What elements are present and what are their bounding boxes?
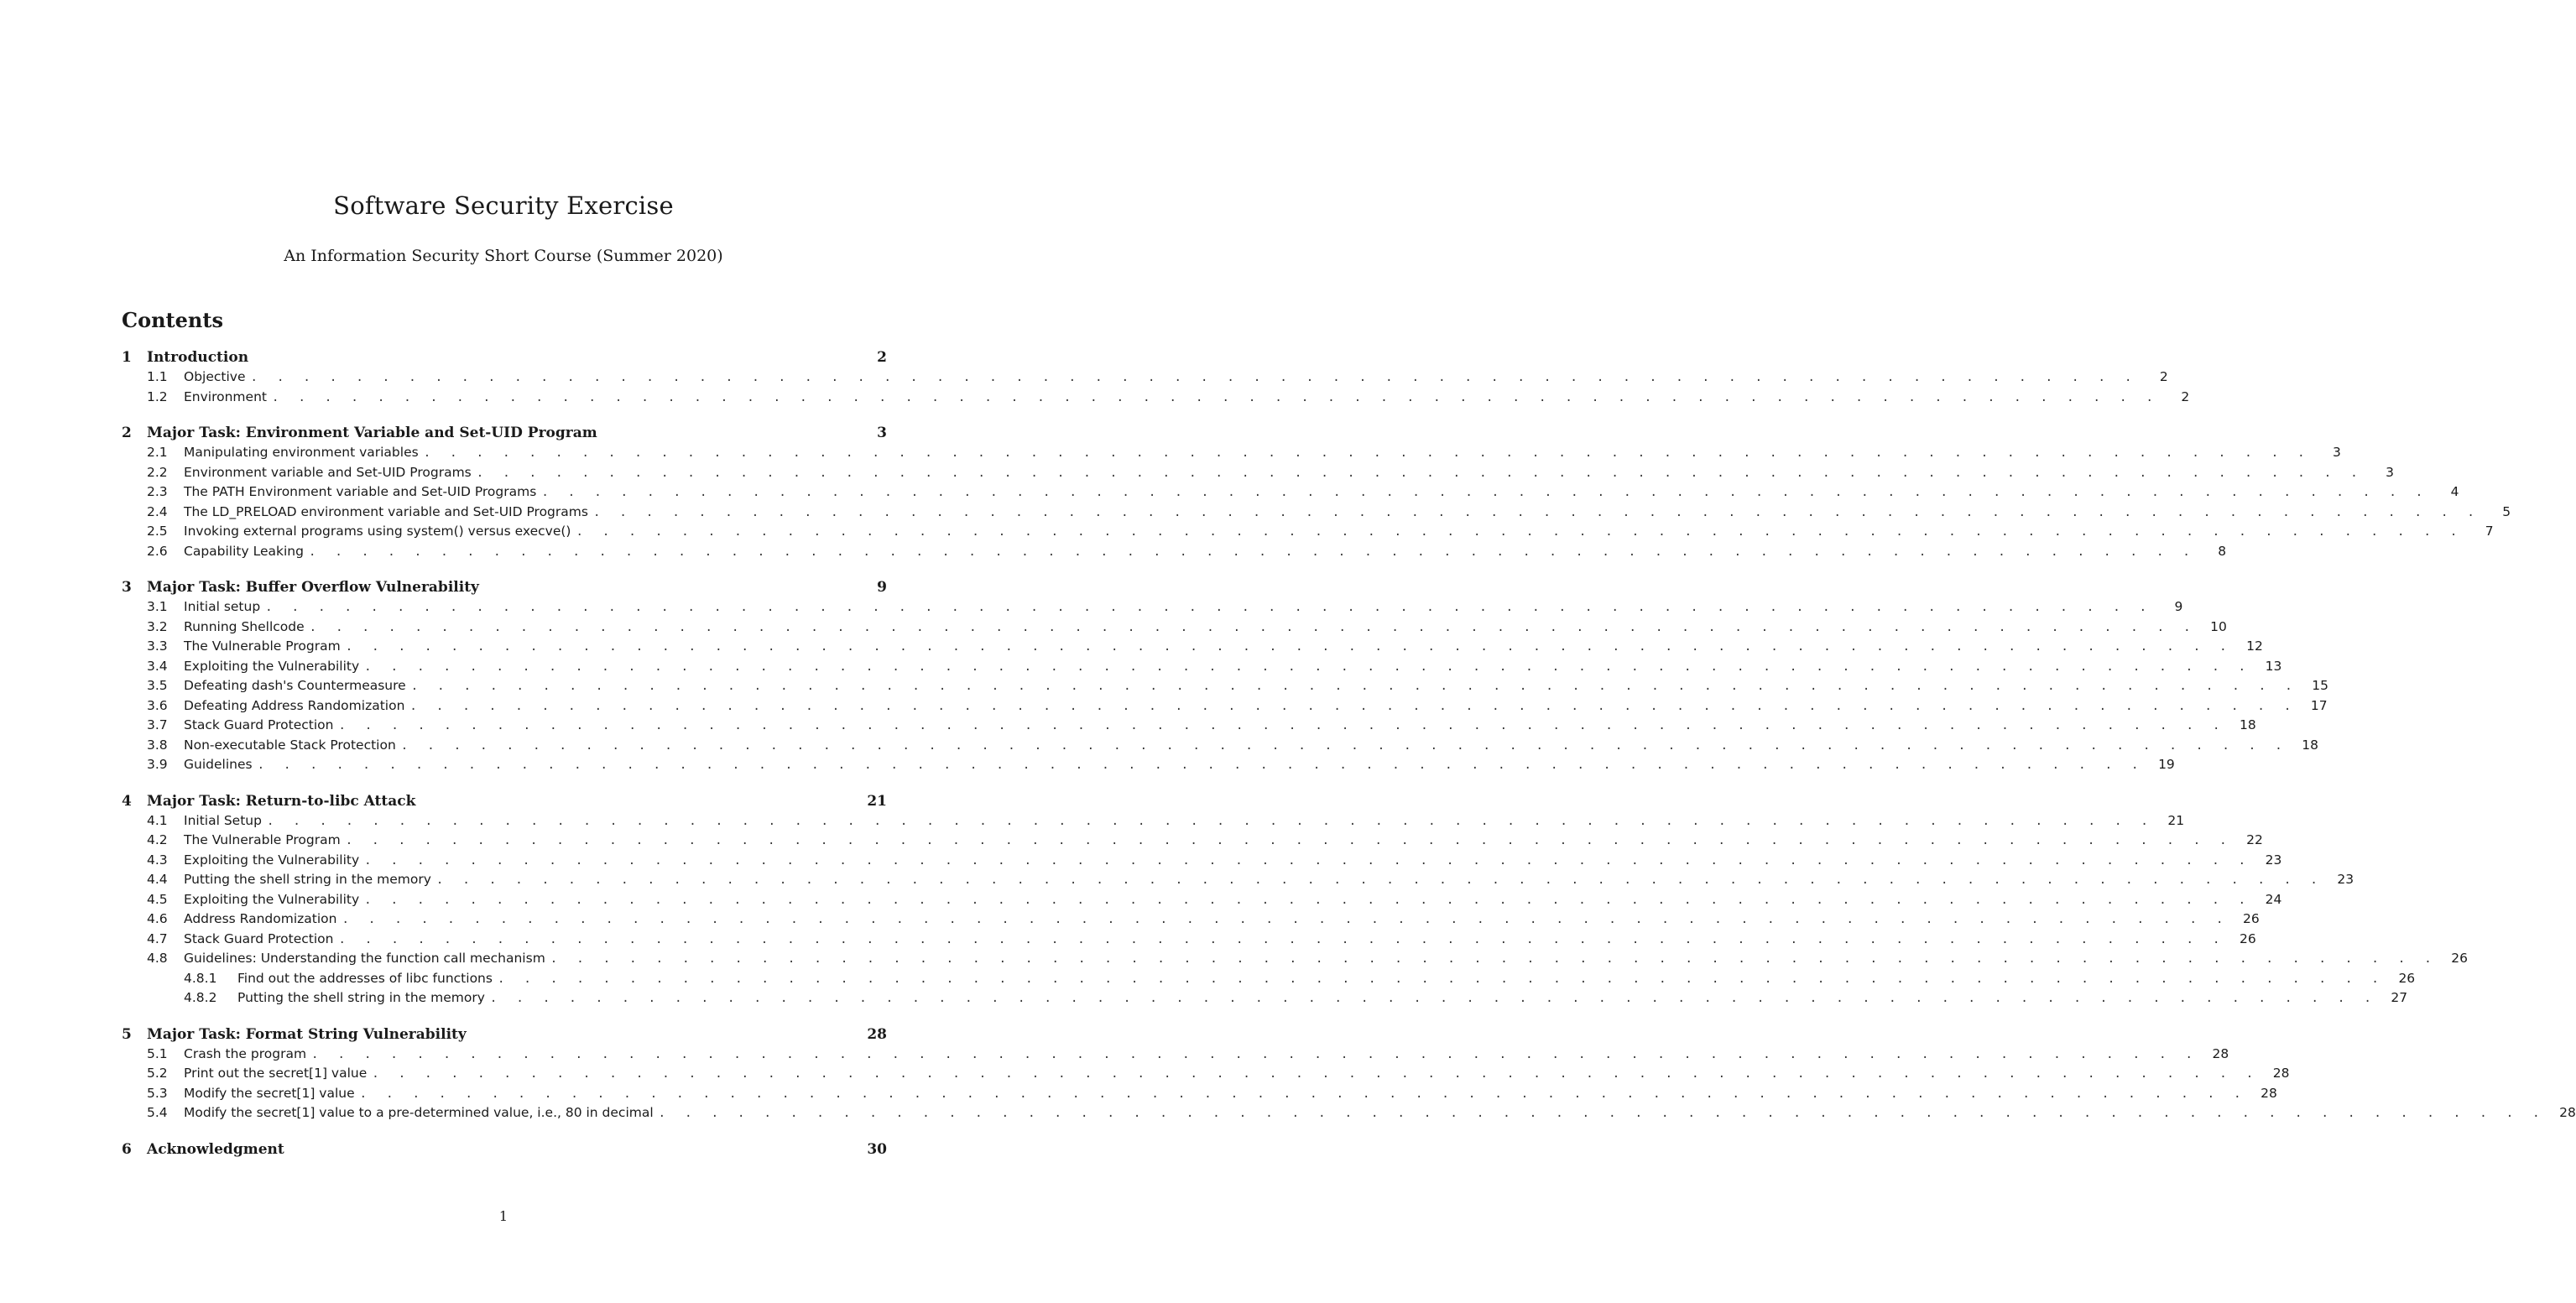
toc-entry-number: 5.2 — [147, 1066, 168, 1081]
toc-entry-subsection[interactable] — [122, 831, 2263, 851]
toc-page-number: 10 — [2210, 618, 2227, 634]
toc-entry-section[interactable] — [122, 1024, 887, 1045]
toc-page-number: 2 — [2181, 388, 2190, 404]
toc-dot-leader: . . . . . . . . . . . . . . . . . . . . . . . . . . . . . . . . . . . . . . . . . . . . . . . . . . . . . . . . . . . . . . . . . . . . . . . . — [541, 486, 2429, 499]
toc-page-number: 15 — [2312, 678, 2328, 693]
toc-entry-title: Environment — [184, 388, 267, 404]
toc-entry-subsection[interactable] — [122, 542, 2227, 562]
toc-dot-leader: . . . . . . . . . . . . . . . . . . . . . . . . . . . . . . . . . . . . . . . . . . . . . . . . . . . . . . . . . . . . . . . . . . . . . . . . — [476, 466, 2364, 480]
toc-dot-leader: . . . . . . . . . . . . . . . . . . . . . . . . . . . . . . . . . . . . . . . . . . . . . . . . . . . . . . . . . . . . . . . . . . . . . . . . — [271, 390, 2160, 404]
toc-entry-number: 4.5 — [147, 891, 168, 907]
toc-page-number: 18 — [2302, 737, 2318, 753]
toc-entry-title: Exploiting the Vulnerability — [184, 852, 360, 868]
toc-page-number: 23 — [2337, 872, 2354, 887]
toc-section-number: 5 — [122, 1025, 132, 1043]
toc-entry-number: 4.8 — [147, 951, 168, 966]
toc-entry-subsection[interactable] — [122, 736, 2318, 756]
toc-entry-subsection[interactable] — [122, 696, 2328, 717]
toc-entry-subsection[interactable] — [122, 851, 2282, 871]
toc-entry-subsection[interactable] — [122, 909, 2260, 930]
toc-entry-title: Defeating dash's Countermeasure — [184, 678, 406, 693]
toc-entry-number: 4.3 — [147, 852, 168, 868]
toc-entry-title: Objective — [184, 369, 246, 384]
toc-section-title: Major Task: Return-to-libc Attack — [147, 792, 416, 810]
toc-page-number: 8 — [2218, 543, 2227, 559]
toc-section-title: Major Task: Environment Variable and Set-UID Program — [147, 425, 597, 441]
toc-page-number: 3 — [2333, 445, 2341, 460]
toc-page-number: 26 — [2239, 930, 2256, 946]
toc-dot-leader: . . . . . . . . . . . . . . . . . . . . . . . . . . . . . . . . . . . . . . . . . . . . . . . . . . . . . . . . . . . . . . . . . . . . . . . . — [364, 659, 2252, 674]
toc-dot-leader: . . . . . . . . . . . . . . . . . . . . . . . . . . . . . . . . . . . . . . . . . . . . . . . . . . . . . . . . . . . . . . . . . . . . . . . . — [489, 992, 2378, 1005]
toc-entry-subsection[interactable] — [122, 388, 2190, 408]
toc-entry-title: Defeating Address Randomization — [184, 697, 405, 713]
toc-entry-title: Guidelines — [184, 757, 253, 772]
toc-entry-number: 1.1 — [147, 369, 168, 384]
toc-entry-subsubsection[interactable] — [122, 988, 2408, 1009]
toc-section-title: Major Task: Format String Vulnerability — [147, 1025, 467, 1043]
toc-entry-title: Capability Leaking — [184, 543, 304, 559]
toc-page-number: 26 — [2451, 951, 2469, 966]
toc-page-number: 28 — [2272, 1066, 2290, 1081]
toc-section-title: Introduction — [147, 349, 249, 366]
toc-entry-number: 1.2 — [147, 388, 168, 404]
toc-page-number: 22 — [2246, 832, 2263, 847]
toc-page-number: 5 — [2502, 503, 2511, 519]
toc-dot-leader: . . . . . . . . . . . . . . . . . . . . . . . . . . . . . . . . . . . . . . . . . . . . . . . . . . . . . . . . . . . . . . . . . . . . . . . . — [311, 1047, 2199, 1061]
toc-entry-subsection[interactable] — [122, 367, 2168, 388]
toc-entry-subsection[interactable] — [122, 482, 2459, 503]
toc-entry-number: 3.2 — [147, 618, 168, 634]
toc-entry-subsection[interactable] — [122, 755, 2175, 775]
toc-entry-title: Crash the program — [184, 1045, 307, 1061]
toc-entry-number: 5.3 — [147, 1085, 168, 1101]
toc-entry-title: Initial Setup — [184, 812, 262, 828]
toc-section — [122, 1139, 887, 1160]
toc-entry-title: Exploiting the Vulnerability — [184, 891, 360, 907]
toc-entry-number: 3.3 — [147, 638, 168, 654]
toc-entry-subsection[interactable] — [122, 443, 2341, 463]
toc-dot-leader: . . . . . . . . . . . . . . . . . . . . . . . . . . . . . . . . . . . . . . . . . . . . . . . . . . . . . . . . . . . . . . . . . . . . . . . . — [497, 972, 2386, 986]
toc-page-number: 28 — [2261, 1085, 2277, 1101]
document-title: Software Security Exercise — [333, 191, 674, 220]
toc-section — [122, 423, 2511, 561]
toc-entry-title: Running Shellcode — [184, 618, 305, 634]
toc-page-number: 19 — [2158, 757, 2175, 772]
toc-section — [122, 347, 2190, 407]
toc-section-title: Acknowledgment — [147, 1140, 284, 1158]
toc-entry-number: 4.1 — [147, 812, 168, 828]
toc-entry-subsection[interactable] — [122, 1045, 2229, 1065]
toc-entry-title: Putting the shell string in the memory — [237, 990, 485, 1005]
toc-dot-leader: . . . . . . . . . . . . . . . . . . . . . . . . . . . . . . . . . . . . . . . . . . . . . . . . . . . . . . . . . . . . . . . . . . . . . . . . — [592, 505, 2481, 519]
toc-page-number: 12 — [2246, 638, 2263, 654]
toc-dot-leader: . . . . . . . . . . . . . . . . . . . . . . . . . . . . . . . . . . . . . . . . . . . . . . . . . . . . . . . . . . . . . . . . . . . . . . . . — [308, 545, 2197, 559]
table-of-contents — [122, 347, 2576, 1175]
document-subtitle: An Information Security Short Course (Summer 2020) — [284, 247, 723, 265]
toc-entry-section[interactable] — [122, 347, 887, 367]
toc-entry-number: 4.6 — [147, 911, 168, 926]
toc-section — [122, 791, 2469, 1009]
toc-page-number: 21 — [2167, 812, 2185, 828]
toc-entry-number: 2.6 — [147, 543, 168, 559]
toc-entry-title: Non-executable Stack Protection — [184, 737, 396, 753]
toc-page-number: 17 — [2310, 697, 2328, 713]
toc-section-number: 4 — [122, 792, 132, 810]
toc-entry-section[interactable] — [122, 791, 887, 811]
toc-page-number: 7 — [2485, 524, 2494, 539]
toc-entry-title: Print out the secret[1] value — [184, 1066, 368, 1081]
toc-entry-title: Environment variable and Set-UID Programs — [184, 464, 472, 480]
toc-entry-subsection[interactable] — [122, 949, 2469, 969]
toc-entry-section[interactable] — [122, 577, 887, 597]
toc-dot-leader: . . . . . . . . . . . . . . . . . . . . . . . . . . . . . . . . . . . . . . . . . . . . . . . . . . . . . . . . . . . . . . . . . . . . . . . . — [410, 680, 2298, 693]
toc-page-number: 9 — [2174, 599, 2183, 614]
toc-entry-title: Initial setup — [184, 599, 261, 614]
toc-dot-leader: . . . . . . . . . . . . . . . . . . . . . . . . . . . . . . . . . . . . . . . . . . . . . . . . . . . . . . . . . . . . . . . . . . . . . . . . — [364, 893, 2252, 907]
toc-section-number: 1 — [122, 349, 132, 366]
toc-entry-subsection[interactable] — [122, 716, 2256, 736]
toc-dot-leader: . . . . . . . . . . . . . . . . . . . . . . . . . . . . . . . . . . . . . . . . . . . . . . . . . . . . . . . . . . . . . . . . . . . . . . . . — [658, 1107, 2546, 1120]
toc-page-number: 2 — [2159, 369, 2168, 384]
toc-dot-leader: . . . . . . . . . . . . . . . . . . . . . . . . . . . . . . . . . . . . . . . . . . . . . . . . . . . . . . . . . . . . . . . . . . . . . . . . — [257, 758, 2145, 772]
toc-page-number: 3 — [877, 425, 887, 441]
toc-page-number: 27 — [2391, 990, 2408, 1005]
toc-entry-subsection[interactable] — [122, 1064, 2290, 1084]
toc-entry-subsection[interactable] — [122, 503, 2511, 523]
toc-entry-number: 4.8.1 — [184, 970, 217, 986]
toc-entry-subsection[interactable] — [122, 890, 2282, 910]
toc-page-number: 28 — [2212, 1045, 2229, 1061]
toc-entry-subsection[interactable] — [122, 597, 2183, 618]
toc-entry-number: 2.3 — [147, 484, 168, 499]
toc-page-number: 28 — [2559, 1105, 2576, 1120]
toc-entry-subsection[interactable] — [122, 870, 2354, 890]
toc-entry-number: 5.1 — [147, 1045, 168, 1061]
toc-page-number: 26 — [2242, 911, 2260, 926]
toc-dot-leader: . . . . . . . . . . . . . . . . . . . . . . . . . . . . . . . . . . . . . . . . . . . . . . . . . . . . . . . . . . . . . . . . . . . . . . . . — [423, 446, 2311, 460]
toc-entry-number: 4.2 — [147, 832, 168, 847]
toc-page-number: 13 — [2265, 658, 2282, 674]
toc-entry-title: Modify the secret[1] value — [184, 1085, 355, 1101]
toc-entry-title: The LD_PRELOAD environment variable and Set-UID Programs — [184, 503, 588, 519]
toc-entry-number: 4.8.2 — [184, 990, 217, 1005]
toc-entry-title: Address Randomization — [184, 911, 337, 926]
toc-section-number: 2 — [122, 425, 132, 441]
toc-entry-section[interactable] — [122, 423, 887, 443]
toc-page-number: 26 — [2398, 970, 2416, 986]
toc-entry-title: Modify the secret[1] value to a pre-determined value, i.e., 80 in decimal — [184, 1105, 654, 1120]
toc-section — [122, 1024, 2576, 1123]
toc-page-number: 21 — [867, 792, 887, 810]
toc-entry-number: 3.6 — [147, 697, 168, 713]
toc-dot-leader: . . . . . . . . . . . . . . . . . . . . . . . . . . . . . . . . . . . . . . . . . . . . . . . . . . . . . . . . . . . . . . . . . . . . . . . . — [338, 719, 2226, 732]
toc-page-number: 28 — [867, 1025, 887, 1043]
page-number: 1 — [498, 1208, 508, 1224]
toc-entry-number: 4.4 — [147, 872, 168, 887]
toc-section-number: 3 — [122, 579, 132, 596]
toc-entry-title: The Vulnerable Program — [184, 638, 341, 654]
toc-entry-title: Find out the addresses of libc functions — [237, 970, 493, 986]
toc-entry-title: Manipulating environment variables — [184, 445, 419, 460]
toc-entry-number: 4.7 — [147, 930, 168, 946]
toc-page-number: 2 — [877, 349, 887, 366]
toc-dot-leader: . . . . . . . . . . . . . . . . . . . . . . . . . . . . . . . . . . . . . . . . . . . . . . . . . . . . . . . . . . . . . . . . . . . . . . . . — [309, 620, 2197, 634]
toc-entry-number: 5.4 — [147, 1105, 168, 1120]
toc-section-title: Major Task: Buffer Overflow Vulnerability — [147, 579, 479, 596]
toc-page-number: 4 — [2450, 484, 2459, 499]
toc-entry-subsection[interactable] — [122, 618, 2227, 638]
toc-entry-number: 2.1 — [147, 445, 168, 460]
toc-entry-section[interactable] — [122, 1139, 887, 1160]
toc-entry-title: Stack Guard Protection — [184, 717, 334, 732]
toc-entry-title: Putting the shell string in the memory — [184, 872, 431, 887]
toc-entry-number: 2.5 — [147, 524, 168, 539]
toc-page-number: 24 — [2265, 891, 2282, 907]
toc-entry-number: 3.4 — [147, 658, 168, 674]
toc-dot-leader: . . . . . . . . . . . . . . . . . . . . . . . . . . . . . . . . . . . . . . . . . . . . . . . . . . . . . . . . . . . . . . . . . . . . . . . . — [364, 853, 2252, 868]
toc-entry-subsection[interactable] — [122, 522, 2494, 542]
toc-dot-leader: . . . . . . . . . . . . . . . . . . . . . . . . . . . . . . . . . . . . . . . . . . . . . . . . . . . . . . . . . . . . . . . . . . . . . . . . — [400, 738, 2288, 753]
toc-entry-subsection[interactable] — [122, 811, 2185, 831]
toc-entry-number: 2.4 — [147, 503, 168, 519]
toc-dot-leader: . . . . . . . . . . . . . . . . . . . . . . . . . . . . . . . . . . . . . . . . . . . . . . . . . . . . . . . . . . . . . . . . . . . . . . . . — [265, 601, 2153, 614]
toc-entry-subsection[interactable] — [122, 657, 2282, 677]
toc-dot-leader: . . . . . . . . . . . . . . . . . . . . . . . . . . . . . . . . . . . . . . . . . . . . . . . . . . . . . . . . . . . . . . . . . . . . . . . . — [550, 952, 2438, 966]
toc-dot-leader: . . . . . . . . . . . . . . . . . . . . . . . . . . . . . . . . . . . . . . . . . . . . . . . . . . . . . . . . . . . . . . . . . . . . . . . . — [576, 525, 2464, 539]
toc-entry-number: 3.5 — [147, 678, 168, 693]
toc-dot-leader: . . . . . . . . . . . . . . . . . . . . . . . . . . . . . . . . . . . . . . . . . . . . . . . . . . . . . . . . . . . . . . . . . . . . . . . . — [345, 834, 2233, 847]
toc-dot-leader: . . . . . . . . . . . . . . . . . . . . . . . . . . . . . . . . . . . . . . . . . . . . . . . . . . . . . . . . . . . . . . . . . . . . . . . . — [342, 913, 2229, 926]
toc-entry-title: Exploiting the Vulnerability — [184, 658, 360, 674]
toc-entry-number: 3.1 — [147, 599, 168, 614]
toc-page-number: 30 — [867, 1140, 887, 1158]
toc-entry-subsection[interactable] — [122, 1103, 2576, 1123]
toc-entry-subsection[interactable] — [122, 1084, 2277, 1104]
toc-entry-title: The Vulnerable Program — [184, 832, 341, 847]
toc-entry-number: 3.7 — [147, 717, 168, 732]
toc-entry-title: Stack Guard Protection — [184, 930, 334, 946]
toc-entry-title: Guidelines: Understanding the function call mechanism — [184, 951, 545, 966]
toc-dot-leader: . . . . . . . . . . . . . . . . . . . . . . . . . . . . . . . . . . . . . . . . . . . . . . . . . . . . . . . . . . . . . . . . . . . . . . . . — [338, 932, 2226, 946]
toc-entry-subsection[interactable] — [122, 930, 2256, 950]
toc-page-number: 18 — [2239, 717, 2256, 732]
contents-heading: Contents — [122, 308, 223, 332]
toc-dot-leader: . . . . . . . . . . . . . . . . . . . . . . . . . . . . . . . . . . . . . . . . . . . . . . . . . . . . . . . . . . . . . . . . . . . . . . . . — [372, 1067, 2260, 1081]
toc-entry-subsection[interactable] — [122, 463, 2394, 483]
toc-dot-leader: . . . . . . . . . . . . . . . . . . . . . . . . . . . . . . . . . . . . . . . . . . . . . . . . . . . . . . . . . . . . . . . . . . . . . . . . — [435, 873, 2324, 887]
toc-entry-title: The PATH Environment variable and Set-UID Programs — [184, 484, 537, 499]
toc-dot-leader: . . . . . . . . . . . . . . . . . . . . . . . . . . . . . . . . . . . . . . . . . . . . . . . . . . . . . . . . . . . . . . . . . . . . . . . . — [266, 814, 2155, 828]
toc-dot-leader: . . . . . . . . . . . . . . . . . . . . . . . . . . . . . . . . . . . . . . . . . . . . . . . . . . . . . . . . . . . . . . . . . . . . . . . . — [359, 1087, 2247, 1101]
toc-entry-number: 3.9 — [147, 757, 168, 772]
toc-dot-leader: . . . . . . . . . . . . . . . . . . . . . . . . . . . . . . . . . . . . . . . . . . . . . . . . . . . . . . . . . . . . . . . . . . . . . . . . — [409, 699, 2297, 713]
toc-section — [122, 577, 2328, 775]
toc-entry-subsection[interactable] — [122, 637, 2263, 657]
toc-page-number: 23 — [2265, 852, 2282, 868]
toc-section-number: 6 — [122, 1140, 132, 1158]
toc-entry-subsubsection[interactable] — [122, 969, 2416, 989]
toc-dot-leader: . . . . . . . . . . . . . . . . . . . . . . . . . . . . . . . . . . . . . . . . . . . . . . . . . . . . . . . . . . . . . . . . . . . . . . . . — [250, 371, 2138, 384]
toc-page-number: 9 — [877, 579, 887, 596]
toc-entry-subsection[interactable] — [122, 676, 2328, 696]
toc-entry-number: 2.2 — [147, 464, 168, 480]
toc-dot-leader: . . . . . . . . . . . . . . . . . . . . . . . . . . . . . . . . . . . . . . . . . . . . . . . . . . . . . . . . . . . . . . . . . . . . . . . . — [345, 640, 2233, 654]
toc-entry-number: 3.8 — [147, 737, 168, 753]
toc-page-number: 3 — [2386, 464, 2394, 480]
toc-entry-title: Invoking external programs using system() versus execve() — [184, 524, 571, 539]
